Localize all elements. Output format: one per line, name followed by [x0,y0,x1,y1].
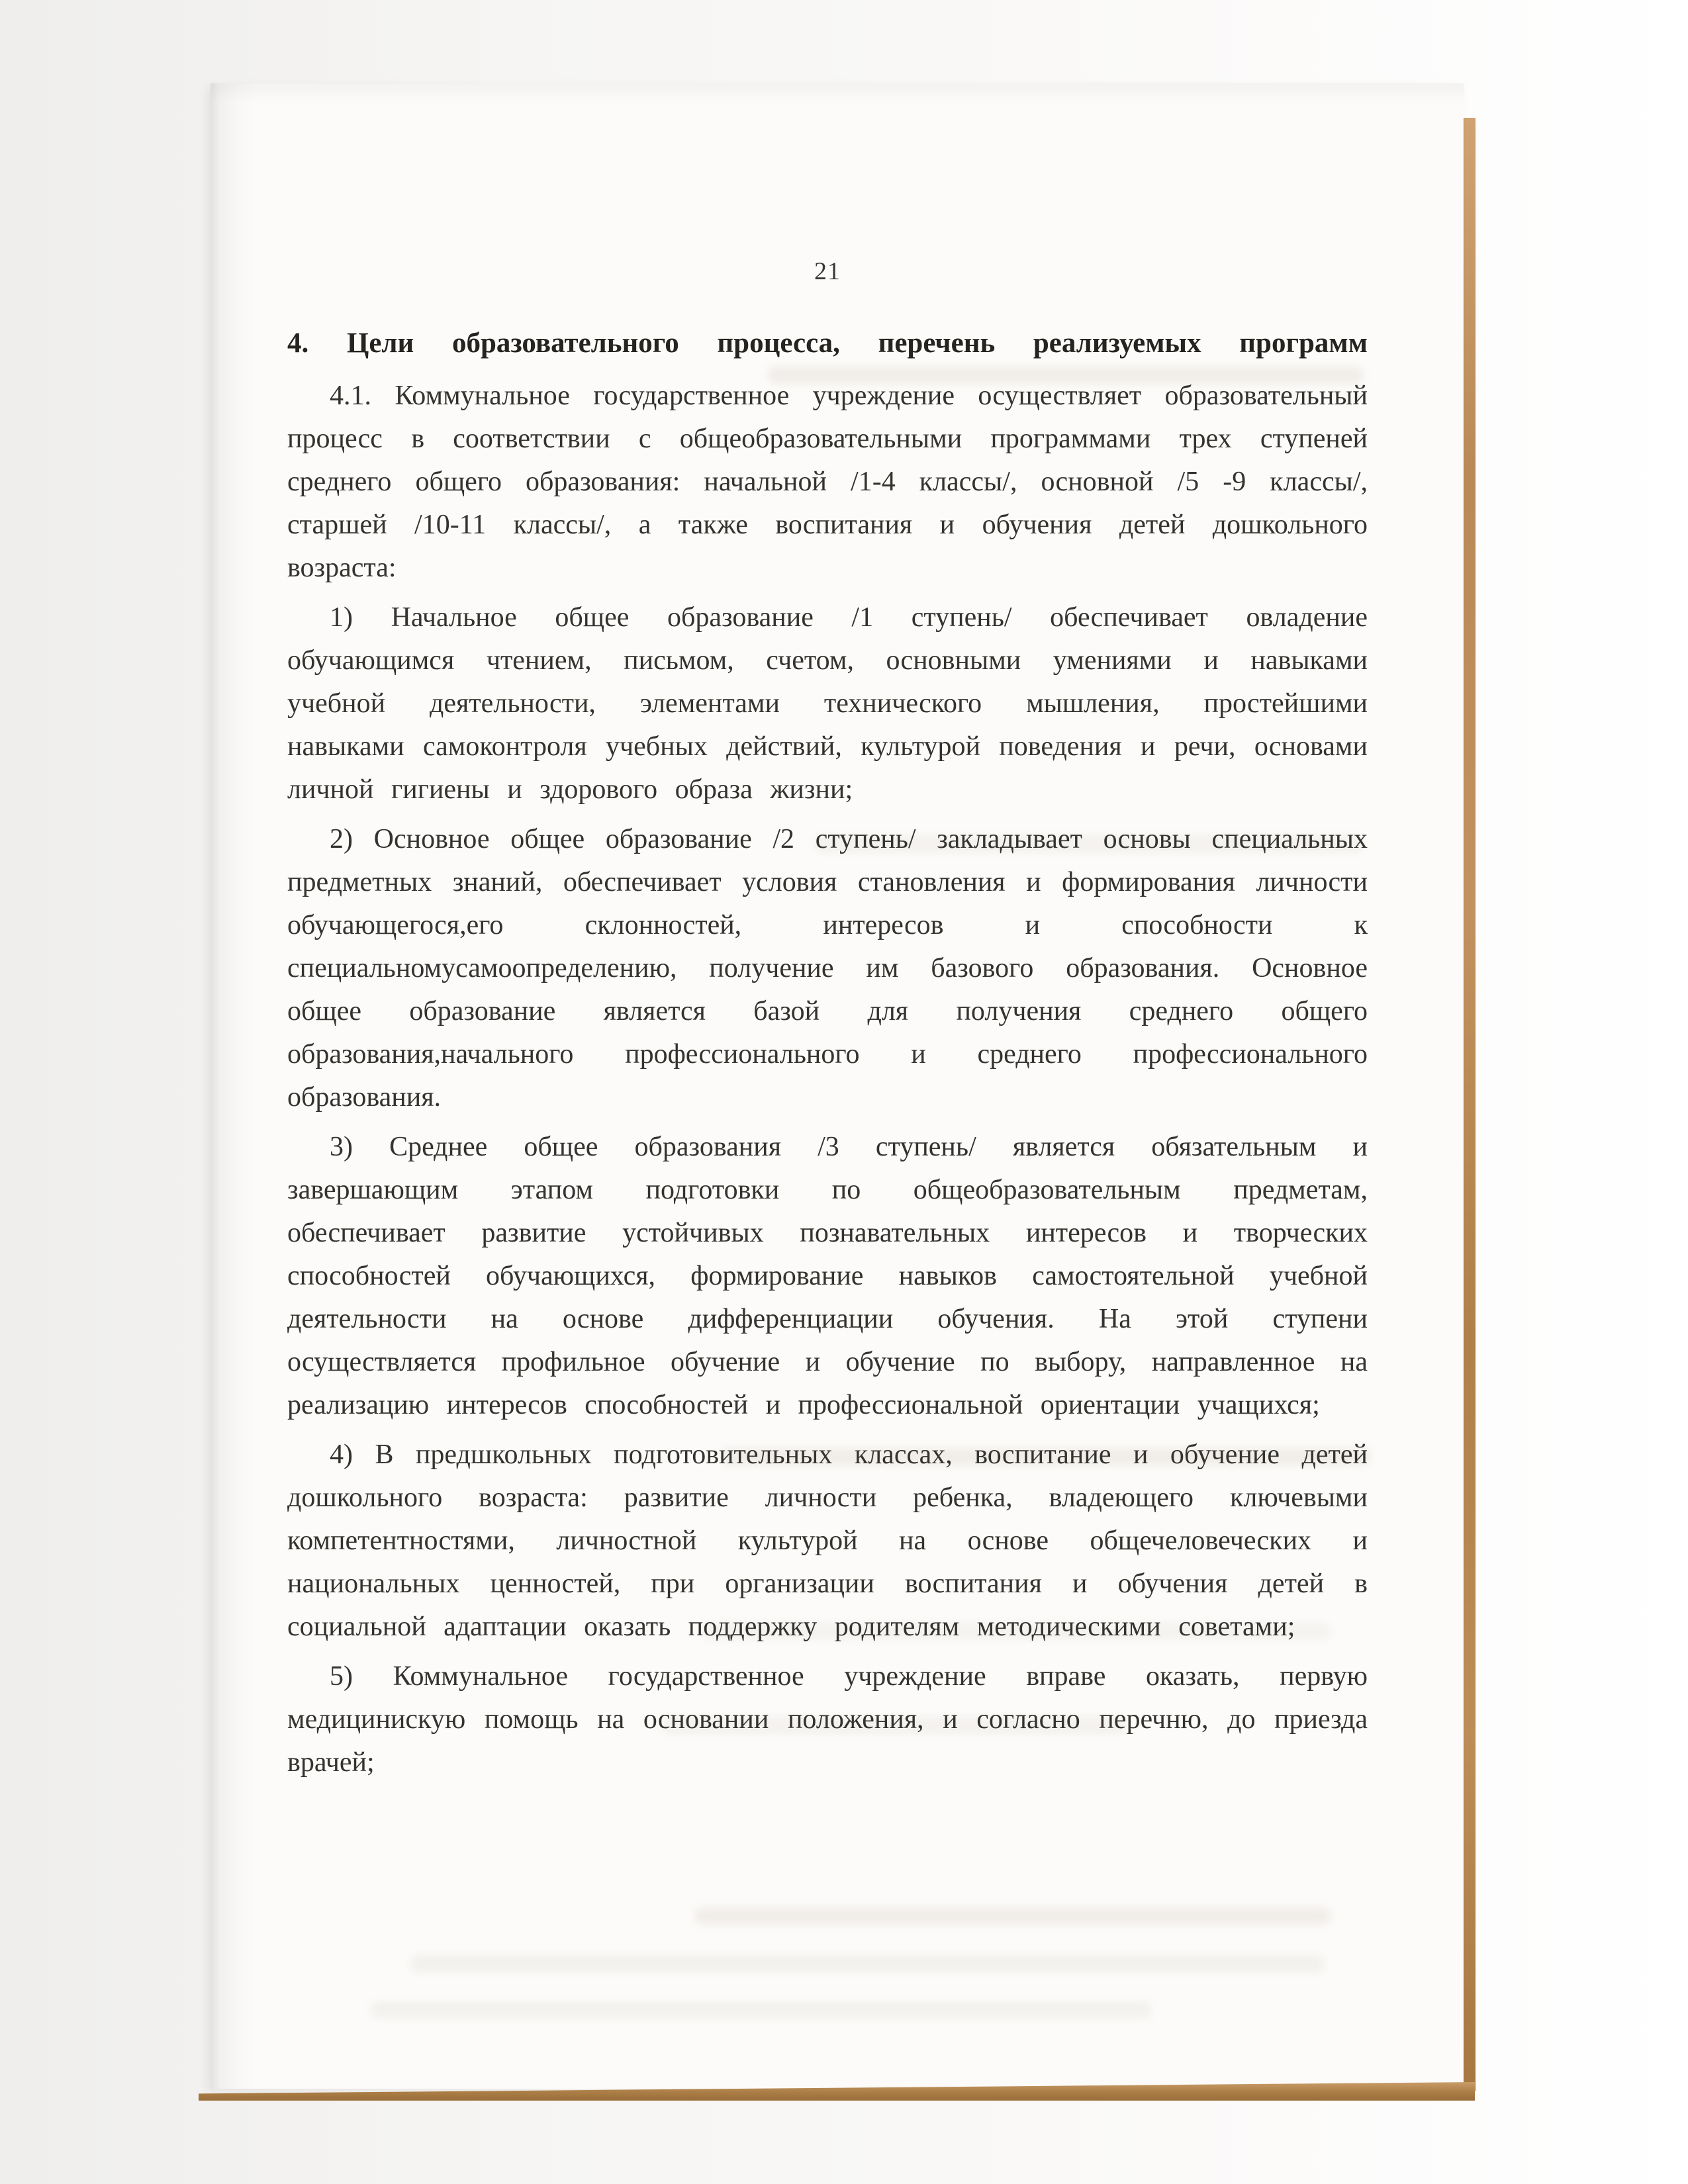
paragraph-item-5: 5) Коммунальное государственное учреждение вправе оказать, первую медицинискую помощь на основании положения, и согласно перечню, до приезда врачей; [287,1661,1368,1778]
text-column [287,257,1368,1791]
book-pages-edge-right [1464,118,1476,2091]
bleedthrough-artifact [410,1955,1324,1972]
paragraph-item-4: 4) В предшкольных подготовительных классах, воспитание и обучение детей дошкольного возраста: развитие личности ребенка, владеющего ключевыми компетентностями, личностной культурой на основе общечеловеческих и национальных ценностей, при организации воспитания и обучения детей в социальной адаптации оказать поддержку родителям методическими советами; [287,1439,1368,1642]
page-number: 21 [814,257,841,285]
bleedthrough-artifact [371,2001,1152,2019]
bleedthrough-artifact [695,1907,1331,1925]
paragraph-item-3: 3) Среднее общее образования /3 ступень/ является обязательным и завершающим этапом подготовки по общеобразовательным предметам, обеспечивает развитие устойчивых познавательных интересов и творческих способностей обучающихся, формирование навыков самостоятельной учебной деятельности на основе дифференциации обучения. На этой ступени осуществляется профильное обучение и обучение по выбору, направленное на реализацию интересов способностей и профессиональной ориентации учащихся; [287,1132,1368,1420]
document-page [211,83,1464,2089]
paragraph-item-2: 2) Основное общее образование /2 ступень/ закладывает основы специальных предметных знаний, обеспечивает условия становления и формирования личности обучающегося,его склонностей, интересов и способности к специальномусамоопределению, получение им базового образования. Основное общее образование является базой для получения среднего общего образования,начального профессионального и среднего профессионального образования. [287,824,1368,1113]
section-heading: 4. Цели образовательного процесса, перечень реализуемых программ [287,328,1368,359]
paragraph-4-1: 4.1. Коммунальное государственное учреждение осуществляет образовательный процесс в соответствии с общеобразовательными программами трех ступеней среднего общего образования: начальной /1-4 классы/, основной /5 -9 классы/, старшей /10-11 классы/, а также воспитания и обучения детей дошкольного возраста: [287,381,1368,583]
paragraph-item-1: 1) Начальное общее образование /1 ступень/ обеспечивает овладение обучающимся чтением, письмом, счетом, основными умениями и навыками учебной деятельности, элементами технического мышления, простейшими навыками самоконтроля учебных действий, культурой поведения и речи, основами личной гигиены и здорового образа жизни; [287,602,1368,805]
